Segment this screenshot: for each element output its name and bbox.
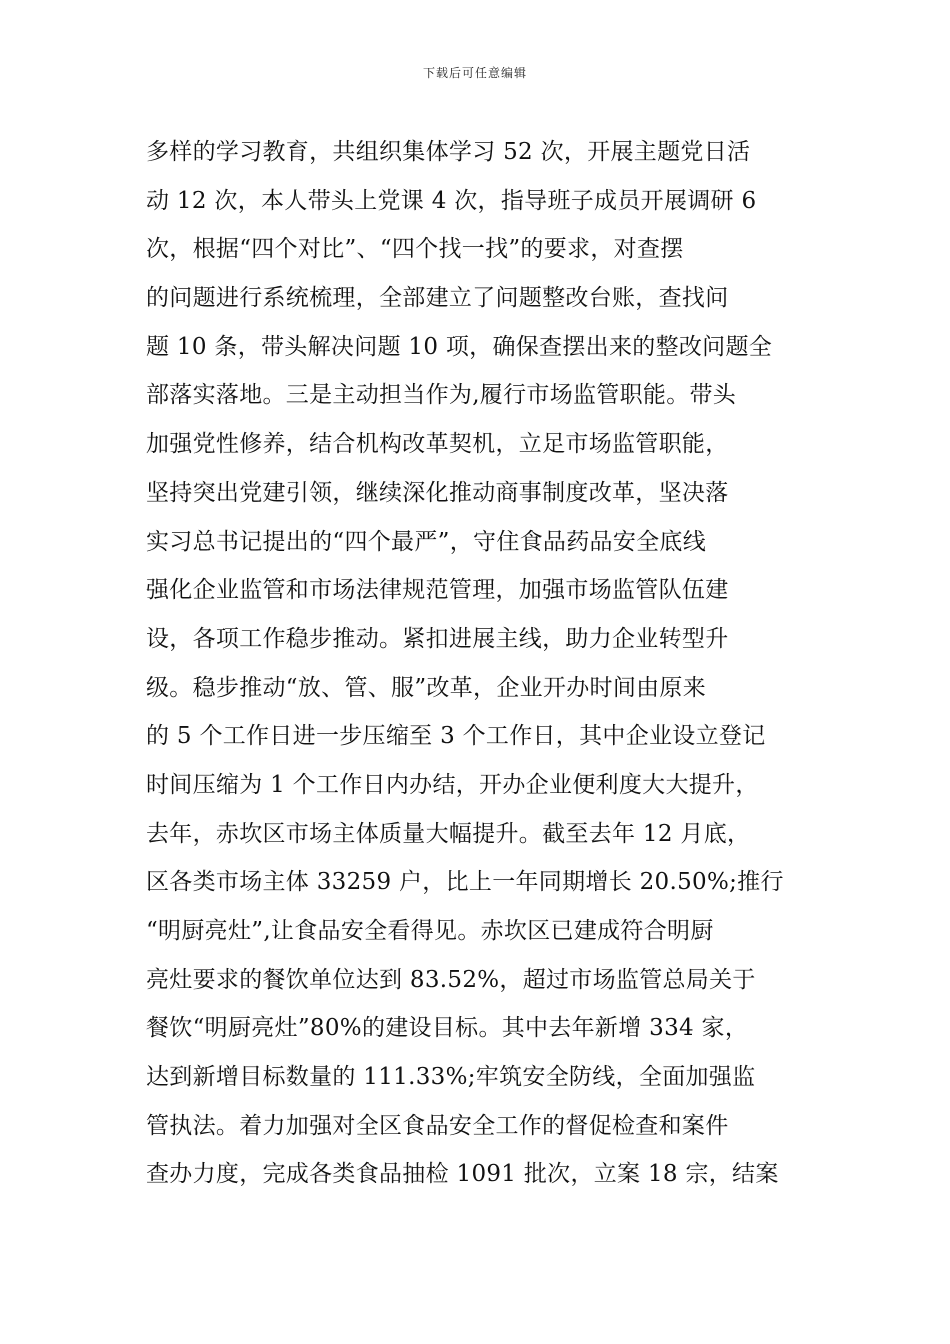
page-header: 下载后可任意编辑 [422,66,527,80]
text-line: 实习总书记提出的“四个最严”，守住食品药品安全底线 [146,528,707,555]
text-line: 题 10 条，带头解决问题 10 项，确保查摆出来的整改问题全 [146,333,773,360]
text-line: 强化企业监管和市场法律规范管理，加强市场监管队伍建 [146,577,729,604]
document-body [146,128,816,1199]
text-line: 达到新增目标数量的 111.33%;牢筑安全防线，全面加强监 [146,1064,756,1091]
text-line: 部落实落地。三是主动担当作为,履行市场监管职能。带头 [146,382,737,409]
text-line: 时间压缩为 1 个工作日内办结，开办企业便利度大大提升， [146,771,759,798]
text-line: 区各类市场主体 33259 户，比上一年同期增长 20.50%;推行 [146,869,784,896]
text-line: 亮灶要求的餐饮单位达到 83.52%，超过市场监管总局关于 [146,966,756,993]
text-line: 动 12 次，本人带头上党课 4 次，指导班子成员开展调研 6 [146,187,757,214]
text-line: “明厨亮灶”,让食品安全看得见。赤坎区已建成符合明厨 [146,918,714,944]
text-line: 设，各项工作稳步推动。紧扣进展主线，助力企业转型升 [146,625,729,652]
text-line: 次，根据“四个对比”、“四个找一找”的要求，对查摆 [146,236,684,263]
text-line: 多样的学习教育，共组织集体学习 52 次，开展主题党日活 [146,139,751,165]
text-line: 管执法。着力加强对全区食品安全工作的督促检查和案件 [146,1112,729,1139]
text-line: 级。稳步推动“放、管、服”改革，企业开办时间由原来 [146,674,707,701]
text-line: 的问题进行系统梳理，全部建立了问题整改台账，查找问 [146,285,729,312]
text-line: 加强党性修养，结合机构改革契机，立足市场监管职能， [146,431,729,458]
text-line: 去年，赤坎区市场主体质量大幅提升。截至去年 12 月底， [146,820,751,847]
text-line: 的 5 个工作日进一步压缩至 3 个工作日，其中企业设立登记 [146,723,766,750]
text-line: 查办力度，完成各类食品抽检 1091 批次，立案 18 宗，结案 [146,1161,779,1188]
text-line: 餐饮“明厨亮灶”80%的建设目标。其中去年新增 334 家， [146,1015,749,1042]
text-line: 坚持突出党建引领，继续深化推动商事制度改革，坚决落 [146,479,729,506]
